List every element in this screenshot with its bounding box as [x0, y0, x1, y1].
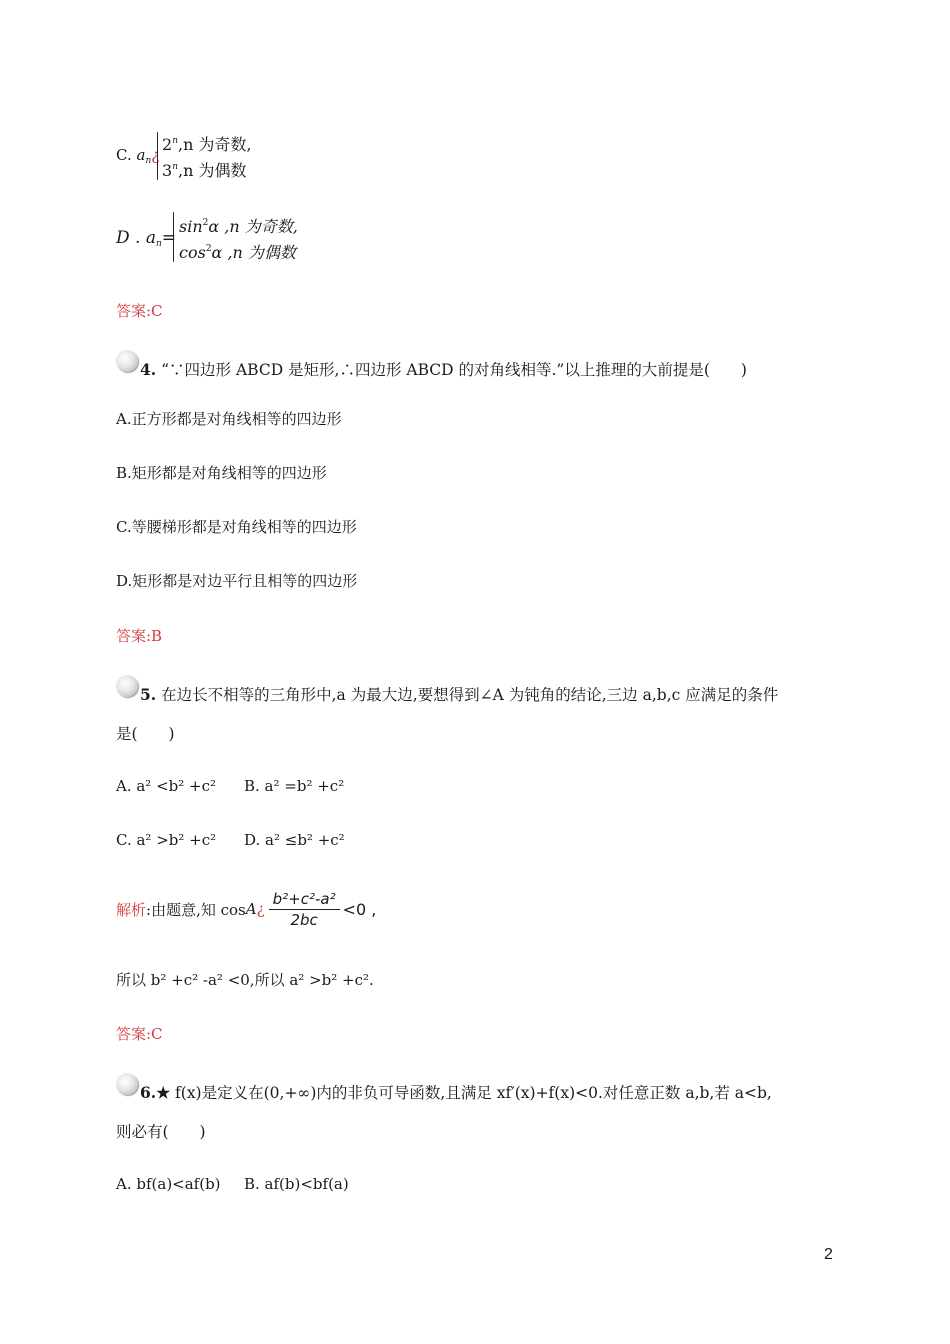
q5-option-c[interactable]: C. a² >b² +c² [116, 831, 217, 849]
option-label: D . a [116, 228, 156, 248]
question-text: f(x)是定义在(0,+∞)内的非负可导函数,且满足 xf′(x)+f(x)<0.对任意正数 a,b,若 a<b, [175, 1084, 772, 1102]
q4-answer: 答案:B [116, 627, 163, 645]
star-icon: ★ [156, 1083, 171, 1102]
piecewise-line-2 [162, 158, 246, 181]
encoding-mark: ¿ [256, 900, 265, 918]
question-text: 在边长不相等的三角形中,a 为最大边,要想得到∠A 为钝角的结论,三边 a,b,c 应满足的条件 [161, 686, 779, 704]
q5-option-d[interactable]: D. a² ≤b² +c² [244, 831, 345, 849]
exponent: n [172, 162, 178, 172]
piecewise-line-1 [179, 214, 298, 237]
q5-option-a[interactable]: A. a² <b² +c² [116, 777, 217, 795]
exponent: 2 [202, 218, 209, 228]
condition-text: α ,n 为偶数 [211, 243, 296, 262]
option-d-prev [116, 228, 176, 248]
equals-sign: = [161, 228, 177, 248]
question-6-line-2: 则必有( ) [116, 1123, 206, 1141]
func: sin [179, 217, 203, 236]
question-5-line-2: 是( ) [116, 725, 175, 743]
question-text: “∵四边形 ABCD 是矩形,∴四边形 ABCD 的对角线相等.”以上推理的大前提是( ) [161, 361, 747, 379]
left-brace [173, 212, 174, 262]
analysis-var: A [245, 900, 257, 918]
page-number: 2 [824, 1246, 833, 1263]
question-4 [140, 358, 747, 380]
exponent: n [172, 136, 178, 146]
q4-option-c[interactable]: C.等腰梯形都是对角线相等的四边形 [116, 518, 357, 536]
analysis-label: 解析 [116, 900, 147, 919]
question-bullet-icon [116, 675, 138, 697]
question-number: 5. [140, 685, 157, 704]
condition-text: ,n 为偶数 [177, 161, 247, 180]
encoding-mark: ¿ [151, 146, 160, 164]
option-sub: n [155, 239, 162, 249]
option-sub: n [145, 156, 152, 166]
q4-option-a[interactable]: A.正方形都是对角线相等的四边形 [116, 410, 342, 428]
option-label: C. [116, 146, 137, 164]
fraction [269, 890, 340, 929]
exponent: 2 [205, 244, 212, 254]
option-c-prev [116, 146, 159, 164]
condition-text: ,n 为奇数, [177, 135, 252, 154]
q6-option-b[interactable]: B. af(b)<bf(a) [244, 1175, 349, 1193]
question-number: 6. [140, 1083, 157, 1102]
piecewise-line-2 [179, 240, 296, 263]
q4-option-d[interactable]: D.矩形都是对边平行且相等的四边形 [116, 572, 358, 590]
q6-option-a[interactable]: A. bf(a)<af(b) [116, 1175, 221, 1193]
base: 2 [162, 135, 173, 154]
inequality-tail: <0 , [342, 899, 377, 919]
q5-answer: 答案:C [116, 1025, 163, 1043]
question-bullet-icon [116, 350, 138, 372]
q5-conclusion: 所以 b² +c² -a² <0,所以 a² >b² +c². [116, 971, 374, 989]
q4-option-b[interactable]: B.矩形都是对角线相等的四边形 [116, 464, 327, 482]
q5-analysis [116, 886, 376, 932]
question-number: 4. [140, 360, 157, 379]
piecewise-line-1 [162, 132, 252, 155]
question-5 [140, 683, 778, 705]
answer-prev: 答案:C [116, 302, 163, 320]
func: cos [179, 243, 206, 262]
option-var: a [136, 146, 146, 164]
left-brace [157, 132, 158, 180]
q5-option-b[interactable]: B. a² =b² +c² [244, 777, 345, 795]
fraction-denominator: 2bc [290, 910, 318, 929]
fraction-numerator: b²+c²-a² [269, 890, 340, 910]
question-bullet-icon [116, 1073, 138, 1095]
analysis-text: :由题意,知 cos [146, 900, 246, 919]
condition-text: α ,n 为奇数, [208, 217, 298, 236]
base: 3 [162, 161, 173, 180]
question-6 [140, 1081, 772, 1103]
